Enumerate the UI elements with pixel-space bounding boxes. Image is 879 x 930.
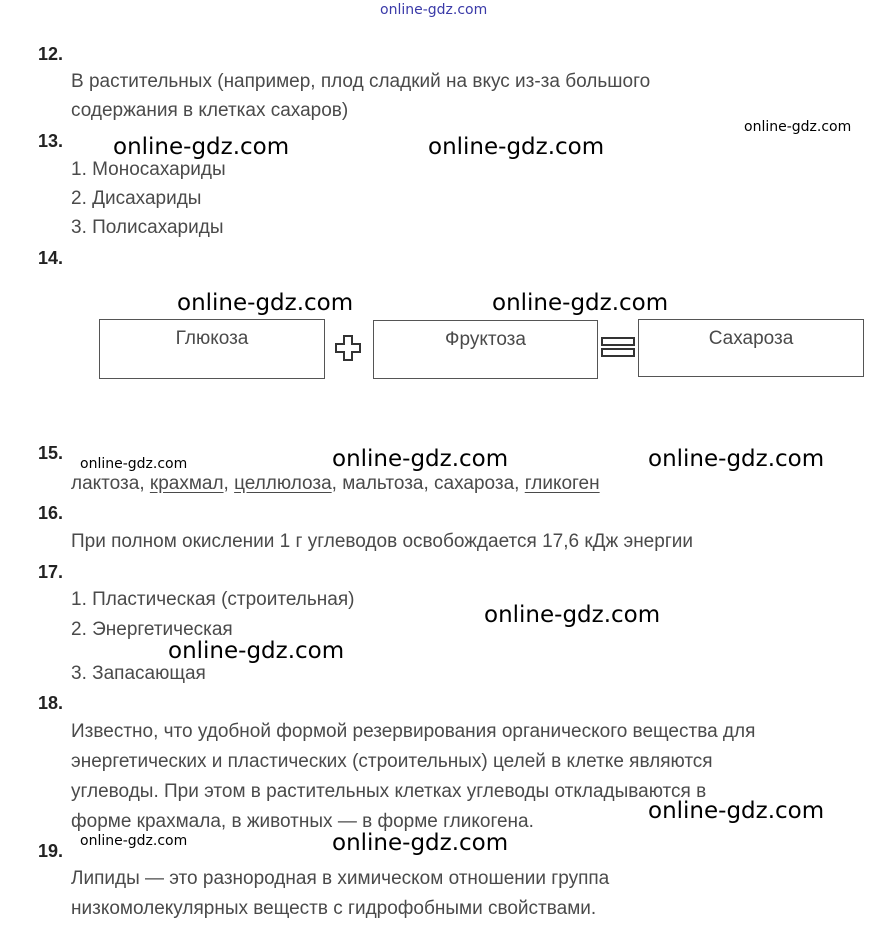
fructose-label: Фруктоза	[445, 329, 526, 350]
word-separator: ,	[139, 473, 150, 494]
question-number-18: 18.	[38, 693, 64, 713]
word-maltose: мальтоза	[342, 473, 424, 494]
glucose-box	[99, 319, 325, 379]
answer-18-line-2: энергетических и пластических (строительных) целей в клетке являются	[71, 751, 713, 772]
answer-13-item-3: 3. Полисахариды	[71, 217, 224, 238]
sucrose-label: Сахароза	[708, 328, 794, 349]
answer-17-item-3: 3. Запасающая	[71, 663, 206, 684]
equals-icon	[601, 336, 635, 358]
word-separator: ,	[423, 473, 435, 494]
answer-16-text: При полном окислении 1 г углеводов освобождается 17,6 кДж энергии	[71, 531, 693, 552]
answer-13-item-2: 2. Дисахариды	[71, 188, 202, 209]
watermark: online-gdz.com	[168, 638, 345, 664]
fructose-box	[373, 320, 598, 379]
sucrose-box	[638, 319, 864, 377]
question-number-19: 19.	[38, 841, 64, 861]
watermark: online-gdz.com	[177, 290, 354, 316]
word-starch: крахмал	[149, 473, 224, 494]
question-number-16: 16.	[38, 503, 64, 523]
answer-12-line-2: содержания в клетках сахаров)	[71, 100, 349, 121]
word-separator: ,	[223, 473, 235, 494]
watermark-top: online-gdz.com	[380, 2, 488, 18]
watermark: online-gdz.com	[648, 446, 825, 472]
question-number-13: 13.	[38, 131, 64, 151]
watermark: online-gdz.com	[113, 134, 290, 160]
watermark: online-gdz.com	[648, 798, 825, 824]
word-sucrose: сахароза	[434, 473, 515, 494]
answer-13-item-1: 1. Моносахариды	[71, 159, 226, 180]
answer-19-line-1: Липиды — это разнородная в химическом отношении группа	[71, 868, 610, 889]
watermark: online-gdz.com	[332, 830, 509, 856]
question-number-12: 12.	[38, 44, 64, 64]
answer-18-line-3: углеводы. При этом в растительных клетках углеводы откладываются в	[71, 781, 707, 802]
answer-17-item-2: 2. Энергетическая	[71, 619, 233, 640]
watermark: online-gdz.com	[428, 134, 605, 160]
plus-icon	[334, 334, 362, 362]
answer-17-item-1: 1. Пластическая (строительная)	[71, 589, 355, 610]
word-glycogen: гликоген	[524, 473, 600, 494]
answer-18-line-1: Известно, что удобной формой резервирования органического вещества для	[71, 721, 756, 742]
question-number-15: 15.	[38, 443, 64, 463]
glucose-label: Глюкоза	[175, 328, 249, 349]
watermark: online-gdz.com	[80, 833, 188, 849]
answer-18-line-4: форме крахмала, в животных — в форме гликогена.	[71, 811, 534, 832]
answer-15-word-list	[71, 473, 600, 495]
question-number-17: 17.	[38, 562, 64, 582]
word-lactose: лактоза	[71, 473, 140, 494]
watermark: online-gdz.com	[484, 602, 661, 628]
word-cellulose: целлюлоза	[234, 473, 332, 494]
answer-19-line-2: низкомолекулярных веществ с гидрофобными свойствами.	[71, 898, 597, 919]
word-separator: ,	[514, 473, 525, 494]
answer-12-line-1: В растительных (например, плод сладкий на вкус из-за большого	[71, 71, 651, 92]
watermark: online-gdz.com	[80, 456, 188, 472]
question-number-14: 14.	[38, 248, 64, 268]
watermark: online-gdz.com	[332, 446, 509, 472]
watermark: online-gdz.com	[492, 290, 669, 316]
watermark: online-gdz.com	[744, 119, 852, 135]
word-separator: ,	[331, 473, 343, 494]
